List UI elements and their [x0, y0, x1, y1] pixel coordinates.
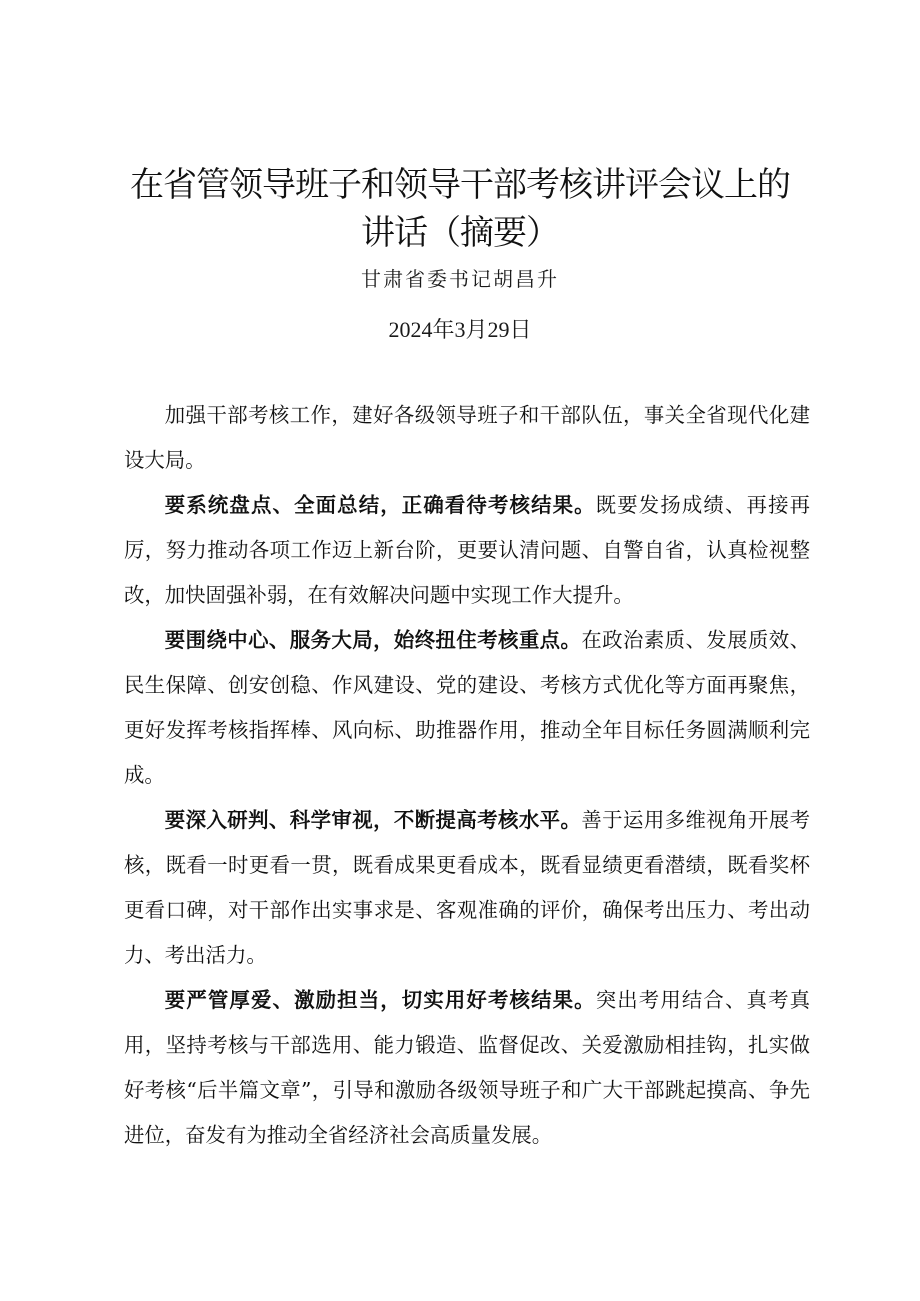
paragraph-intro [124, 393, 810, 483]
document-date: 2024年3月29日 [388, 317, 532, 342]
paragraph-4 [124, 978, 810, 1158]
paragraph-1 [124, 483, 810, 618]
document-title-line-1: 在省管领导班子和领导干部考核讲评会议上的 [130, 165, 790, 205]
paragraph-2 [124, 618, 810, 798]
paragraph-text [124, 618, 810, 798]
paragraph-text [124, 978, 810, 1158]
paragraph-text [124, 393, 810, 483]
paragraph-body: 突出考用结合、真考真用，坚持考核与干部选用、能力锻造、监督促改、关爱激励相挂钩，扎实做好考核“后半篇文章”，引导和激励各级领导班子和广大干部跳起摸高、争先进位，奋发有为推动全省经济社会高质量发展。 [124, 988, 811, 1147]
paragraph-lead: 要严管厚爱、激励担当，切实用好考核结果。 [164, 988, 596, 1012]
document-author: 甘肃省委书记胡昌升 [361, 267, 559, 291]
paragraph-lead: 要系统盘点、全面总结，正确看待考核结果。 [164, 493, 596, 517]
document-title-line-2: 讲话（摘要） [361, 213, 559, 253]
paragraph-3 [124, 798, 810, 978]
paragraph-text [124, 483, 810, 618]
paragraph-body: 既要发扬成绩、再接再厉，努力推动各项工作迈上新台阶，更要认清问题、自警自省，认真检视整改，加快固强补弱，在有效解决问题中实现工作大提升。 [124, 493, 811, 607]
paragraph-lead: 要深入研判、科学审视，不断提高考核水平。 [164, 808, 582, 832]
paragraph-body: 善于运用多维视角开展考核，既看一时更看一贯，既看成果更看成本，既看显绩更看潜绩，既看奖杯更看口碑，对干部作出实事求是、客观准确的评价，确保考出压力、考出动力、考出活力。 [124, 808, 811, 967]
paragraph-lead: 要围绕中心、服务大局，始终扭住考核重点。 [164, 628, 582, 652]
paragraph-body: 加强干部考核工作，建好各级领导班子和干部队伍，事关全省现代化建设大局。 [124, 403, 810, 472]
paragraph-text [124, 798, 810, 978]
paragraph-body: 在政治素质、发展质效、民生保障、创安创稳、作风建设、党的建设、考核方式优化等方面再聚焦，更好发挥考核指挥棒、风向标、助推器作用，推动全年目标任务圆满顺利完成。 [124, 628, 811, 787]
